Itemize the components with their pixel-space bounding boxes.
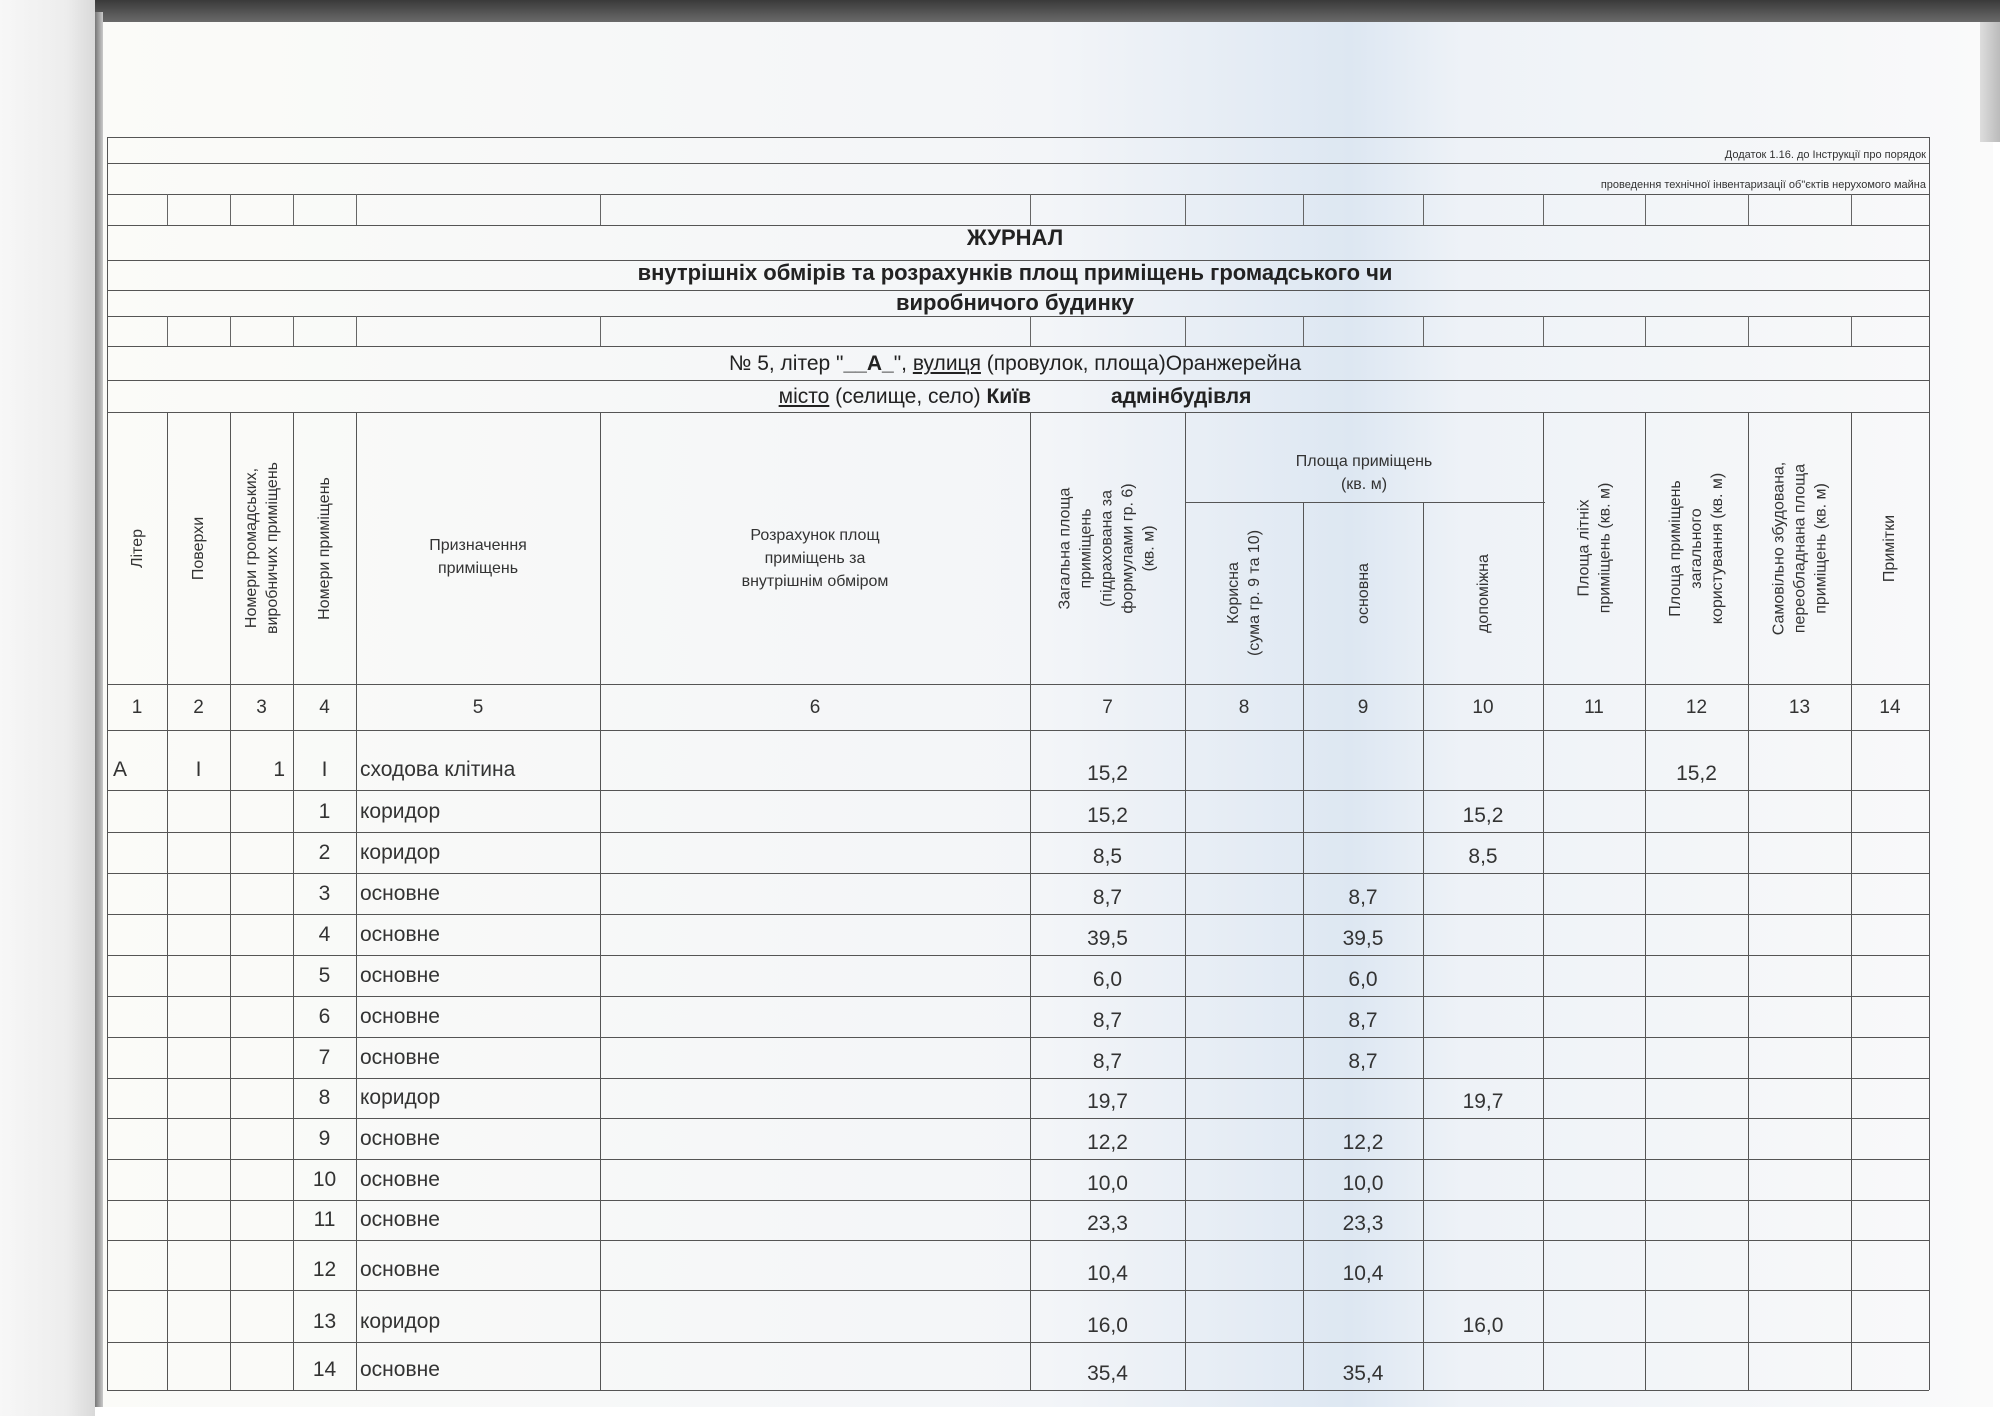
cell-purpose: коридор: [360, 1310, 441, 1333]
cell-room-number: 4: [318, 923, 331, 946]
header-public-numbers-cell: [230, 412, 293, 684]
binding-edge: [95, 12, 103, 1407]
address-line: [300, 352, 1730, 376]
header-auxiliary-cell: [1423, 502, 1543, 684]
cell-room-number: 3: [318, 882, 331, 905]
cell-purpose: основне: [360, 1127, 440, 1150]
column-number-13: 13: [1788, 697, 1811, 718]
cell-purpose: коридор: [360, 1086, 441, 1109]
header-liter: Літер: [128, 528, 146, 568]
cell-room-number: 2: [318, 841, 331, 864]
cell-purpose: основне: [360, 1168, 440, 1191]
column-number-1: 1: [131, 697, 143, 718]
journal-subtitle-1: внутрішніх обмірів та розрахунків площ приміщень громадського чи: [637, 260, 1393, 285]
journal-subtitle-2: виробничого будинку: [896, 290, 1134, 315]
spine-shadow: [0, 0, 95, 1416]
city-word: місто: [778, 385, 830, 408]
header-room-numbers-cell: [293, 412, 356, 684]
page-corner: [1980, 22, 2000, 142]
column-number-7: 7: [1102, 697, 1113, 718]
header-calculation: Розрахунок площ приміщень за внутрішнім обміром: [741, 527, 889, 590]
cell-aux-area: 8,5: [1468, 845, 1498, 868]
column-number-6: 6: [809, 697, 821, 718]
cell-main-area: 8,7: [1348, 886, 1378, 909]
cell-total-area: 39,5: [1087, 927, 1128, 950]
row-divider: [107, 1390, 1929, 1391]
header-unauthorized-cell: [1748, 412, 1851, 684]
address-quote: ",: [893, 352, 913, 375]
cell-purpose: основне: [360, 882, 440, 905]
appendix-line-1: Додаток 1.16. до Інструкції про порядок: [1724, 149, 1926, 161]
header-unauthorized: Самовільно збудована, переобладнана площа приміщень (кв. м): [1770, 461, 1830, 635]
header-useful-cell: [1185, 502, 1303, 684]
column-number-12: 12: [1685, 697, 1708, 718]
cell-aux-area: 15,2: [1462, 804, 1504, 827]
row-divider: [107, 1290, 1929, 1291]
cell-main-area: 12,2: [1342, 1131, 1384, 1154]
cell-total-area: 12,2: [1087, 1131, 1128, 1154]
cell-total-area: 35,4: [1087, 1362, 1128, 1385]
cell-total-area: 8,5: [1092, 845, 1123, 868]
row-divider: [107, 955, 1929, 956]
header-liter-cell: [107, 412, 167, 684]
column-number-10: 10: [1472, 697, 1494, 718]
cell-main-area: 35,4: [1342, 1362, 1384, 1385]
cell-room-number: 11: [313, 1208, 336, 1231]
cell-purpose: основне: [360, 964, 440, 987]
cell-total-area: 16,0: [1087, 1314, 1128, 1337]
header-room-numbers: Номери приміщень: [316, 476, 333, 620]
cell-total-area: 19,7: [1087, 1090, 1128, 1113]
row-divider: [107, 1159, 1929, 1160]
row-divider: [107, 1240, 1929, 1241]
cell-purpose: основне: [360, 1258, 440, 1281]
header-common-area: Площа приміщень загального користування (кв. м): [1667, 472, 1726, 624]
journal-title: ЖУРНАЛ: [966, 225, 1064, 250]
cell-room-number: 5: [318, 964, 331, 987]
address-liter: __А_: [843, 352, 894, 375]
cell-aux-area: 19,7: [1462, 1090, 1504, 1113]
cell-main-area: 10,0: [1342, 1172, 1384, 1195]
cell-purpose: основне: [360, 1358, 440, 1381]
column-number-9: 9: [1357, 697, 1369, 718]
city-line: [300, 385, 1730, 409]
header-summer-area-cell: [1543, 412, 1645, 684]
header-common-area-cell: [1645, 412, 1748, 684]
cell-room-number: 12: [312, 1258, 337, 1281]
row-divider: [107, 1200, 1929, 1201]
row-divider: [107, 1078, 1929, 1079]
cell-room-number: 13: [312, 1310, 337, 1333]
row-divider: [107, 996, 1929, 997]
cell-main-area: 10,4: [1342, 1262, 1384, 1285]
address-number: № 5, літер ": [728, 352, 844, 375]
cell-main-area: 6,0: [1348, 968, 1378, 991]
header-purpose: Призначення приміщень: [429, 537, 527, 577]
building-type: адмінбудівля: [1111, 385, 1252, 408]
row-divider: [107, 790, 1929, 791]
city-name: Київ: [986, 385, 1032, 408]
header-notes-cell: [1851, 412, 1929, 684]
row-divider: [107, 1037, 1929, 1038]
cell-liter: А: [113, 758, 128, 781]
cell-room-number: 10: [312, 1168, 337, 1191]
cell-total-area: 15,2: [1087, 762, 1128, 785]
cell-total-area: 23,3: [1087, 1212, 1128, 1235]
column-number-4: 4: [319, 697, 330, 718]
row-divider: [107, 1118, 1929, 1119]
cell-room-number: 9: [318, 1127, 331, 1150]
cell-main-area: 23,3: [1342, 1212, 1384, 1235]
header-total-area: Загальна площа приміщень (підрахована за формулами гр. 6) (кв. м): [1056, 482, 1158, 614]
cell-total-area: 15,2: [1087, 804, 1128, 827]
cell-total-area: 8,7: [1092, 1050, 1123, 1073]
column-number-5: 5: [472, 697, 484, 718]
binding-top: [95, 0, 2000, 22]
column-number-14: 14: [1879, 697, 1901, 718]
header-floors-cell: [167, 412, 230, 684]
cell-total-area: 6,0: [1092, 968, 1123, 991]
cell-purpose: основне: [360, 1208, 440, 1231]
cell-total-area: 10,4: [1087, 1262, 1128, 1285]
cell-room-number: 8: [318, 1086, 331, 1109]
column-number-8: 8: [1238, 697, 1250, 718]
appendix-line-2: проведення технічної інвентаризації об"єктів нерухомого майна: [1600, 179, 1926, 191]
address-street-word: вулиця: [912, 352, 981, 375]
cell-main-area: 8,7: [1348, 1009, 1378, 1032]
cell-main-area: 39,5: [1342, 927, 1384, 950]
header-main: основна: [1354, 562, 1372, 624]
header-floors: Поверхи: [190, 516, 207, 580]
row-divider: [107, 832, 1929, 833]
row-divider: [107, 914, 1929, 915]
row-divider: [107, 1342, 1929, 1343]
cell-aux-area: 16,0: [1462, 1314, 1504, 1337]
cell-purpose: коридор: [360, 841, 441, 864]
cell-purpose: коридор: [360, 800, 441, 823]
header-area-group: Площа приміщень (кв. м): [1295, 453, 1433, 493]
header-auxiliary: допоміжна: [1474, 553, 1492, 633]
cell-floor: І: [195, 758, 202, 781]
cell-total-area: 8,7: [1092, 886, 1123, 909]
cell-room-number: 14: [312, 1358, 337, 1381]
cell-room-number: 7: [318, 1046, 331, 1069]
header-main-cell: [1303, 502, 1423, 684]
column-number-11: 11: [1584, 697, 1604, 718]
cell-total-area: 10,0: [1087, 1172, 1128, 1195]
header-summer-area: Площа літніх приміщень (кв. м): [1575, 482, 1614, 614]
column-number-2: 2: [193, 697, 204, 718]
header-useful: Корисна (сума гр. 9 та 10): [1225, 529, 1264, 657]
address-street: (провулок, площа)Оранжерейна: [980, 352, 1302, 375]
header-notes: Примітки: [1881, 514, 1899, 582]
cell-purpose: сходова клітина: [360, 758, 516, 781]
cell-room-number: 1: [318, 800, 331, 823]
cell-room-number: І: [321, 758, 328, 781]
cell-purpose: основне: [360, 1005, 440, 1028]
header-total-area-cell: [1030, 412, 1185, 684]
cell-public-number: 1: [273, 758, 285, 781]
cell-common-area: 15,2: [1676, 762, 1717, 785]
cell-total-area: 8,7: [1092, 1009, 1123, 1032]
cell-purpose: основне: [360, 1046, 440, 1069]
row-divider: [107, 873, 1929, 874]
column-number-3: 3: [256, 697, 267, 718]
cell-room-number: 6: [318, 1005, 331, 1028]
cell-purpose: основне: [360, 923, 440, 946]
cell-main-area: 8,7: [1348, 1050, 1378, 1073]
city-rest: (селище, село): [829, 385, 987, 408]
header-public-numbers: Номери громадських, виробничих приміщень: [242, 462, 281, 634]
